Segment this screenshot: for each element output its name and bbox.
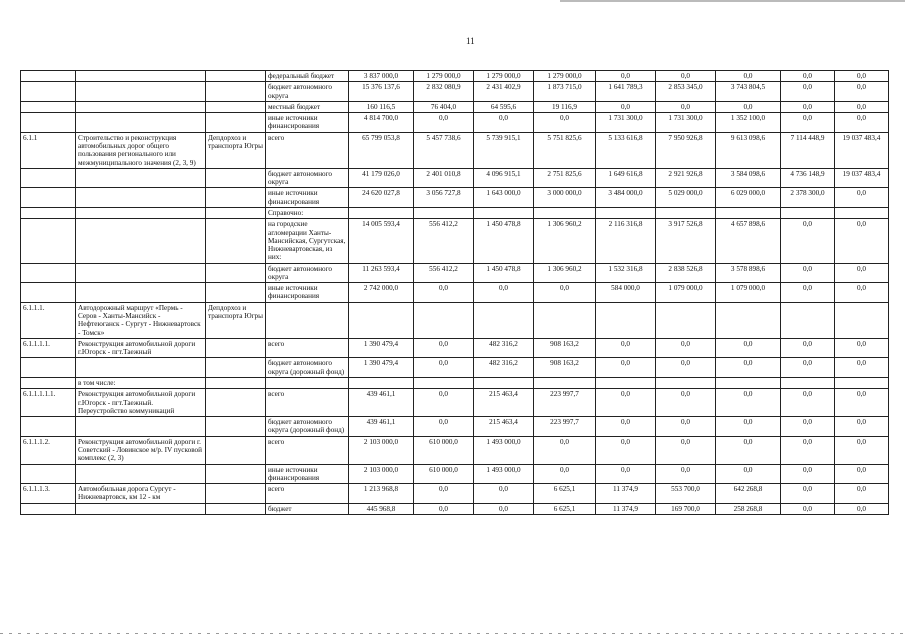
- row-responsible: Депдорхоз и транспорта Югры: [206, 132, 266, 168]
- table-row: [21, 168, 889, 188]
- row-funding-source: иные источники финансирования: [266, 113, 349, 133]
- row-value: 2 832 080,9: [414, 82, 474, 102]
- row-funding-source: иные источники финансирования: [266, 283, 349, 303]
- table-row: [21, 263, 889, 283]
- row-responsible: [206, 503, 266, 514]
- row-funding-source: бюджет автономного округа (дорожный фонд): [266, 358, 349, 378]
- row-code: 6.1.1.1.: [21, 302, 76, 338]
- row-value: 0,0: [835, 464, 889, 484]
- row-value: 1 079 000,0: [716, 283, 781, 303]
- row-value: 439 461,1: [349, 417, 414, 437]
- row-value: 0,0: [835, 389, 889, 417]
- row-value: 0,0: [414, 484, 474, 504]
- row-responsible: [206, 113, 266, 133]
- row-value: 610 000,0: [414, 436, 474, 464]
- row-value: 6 029 000,0: [716, 188, 781, 208]
- row-value: 3 056 727,8: [414, 188, 474, 208]
- row-name: [76, 71, 206, 82]
- row-responsible: [206, 283, 266, 303]
- row-value: [534, 378, 596, 389]
- row-name: [76, 283, 206, 303]
- row-value: 5 739 915,1: [474, 132, 534, 168]
- row-value: 0,0: [835, 503, 889, 514]
- row-value: 0,0: [781, 219, 835, 263]
- row-value: 0,0: [781, 283, 835, 303]
- row-value: 0,0: [534, 464, 596, 484]
- row-value: 2 103 000,0: [349, 436, 414, 464]
- row-value: 65 799 053,8: [349, 132, 414, 168]
- row-value: 0,0: [781, 503, 835, 514]
- row-responsible: [206, 464, 266, 484]
- row-funding-source: [266, 378, 349, 389]
- row-code: [21, 188, 76, 208]
- row-value: 1 450 478,8: [474, 219, 534, 263]
- row-value: 3 837 000,0: [349, 71, 414, 82]
- row-value: 1 649 616,8: [596, 168, 656, 188]
- row-funding-source: [266, 302, 349, 338]
- row-value: 908 163,2: [534, 358, 596, 378]
- row-value: 0,0: [596, 338, 656, 358]
- row-value: 1 079 000,0: [656, 283, 716, 303]
- row-value: 0,0: [835, 113, 889, 133]
- row-value: 0,0: [596, 417, 656, 437]
- row-value: 2 742 000,0: [349, 283, 414, 303]
- row-name: [76, 417, 206, 437]
- row-code: [21, 82, 76, 102]
- row-value: 19 037 483,4: [835, 132, 889, 168]
- row-value: [534, 302, 596, 338]
- row-value: 3 000 000,0: [534, 188, 596, 208]
- row-value: 64 595,6: [474, 101, 534, 112]
- row-value: 0,0: [781, 358, 835, 378]
- row-responsible: [206, 484, 266, 504]
- row-value: [414, 302, 474, 338]
- row-value: 3 578 898,6: [716, 263, 781, 283]
- table-row: [21, 436, 889, 464]
- row-code: [21, 464, 76, 484]
- row-code: [21, 219, 76, 263]
- row-value: 553 700,0: [656, 484, 716, 504]
- row-value: 0,0: [716, 436, 781, 464]
- page-number: 11: [466, 36, 475, 46]
- row-funding-source: федеральный бюджет: [266, 71, 349, 82]
- row-value: 2 378 300,0: [781, 188, 835, 208]
- row-value: 223 997,7: [534, 389, 596, 417]
- row-value: 4 096 915,1: [474, 168, 534, 188]
- row-value: [534, 207, 596, 218]
- row-value: [414, 378, 474, 389]
- row-value: 0,0: [656, 389, 716, 417]
- table-row: [21, 101, 889, 112]
- row-value: 0,0: [781, 263, 835, 283]
- row-name: [76, 168, 206, 188]
- row-value: 1 731 300,0: [656, 113, 716, 133]
- row-value: 0,0: [414, 389, 474, 417]
- row-value: 215 463,4: [474, 417, 534, 437]
- row-value: 4 814 700,0: [349, 113, 414, 133]
- row-value: 584 000,0: [596, 283, 656, 303]
- row-value: 5 751 825,6: [534, 132, 596, 168]
- row-value: 1 352 100,0: [716, 113, 781, 133]
- row-value: 0,0: [596, 101, 656, 112]
- row-responsible: [206, 101, 266, 112]
- row-code: [21, 207, 76, 218]
- row-value: 0,0: [781, 389, 835, 417]
- row-value: 1 450 478,8: [474, 263, 534, 283]
- row-name: в том числе:: [76, 378, 206, 389]
- row-value: 0,0: [716, 101, 781, 112]
- scan-edge-top: [560, 0, 905, 2]
- row-value: 2 401 010,8: [414, 168, 474, 188]
- row-value: 0,0: [414, 338, 474, 358]
- table-row: [21, 464, 889, 484]
- row-value: 6 625,1: [534, 484, 596, 504]
- table-row: [21, 283, 889, 303]
- row-funding-source: бюджет: [266, 503, 349, 514]
- row-value: 0,0: [656, 436, 716, 464]
- row-value: 1 731 300,0: [596, 113, 656, 133]
- row-value: 1 213 968,8: [349, 484, 414, 504]
- row-funding-source: Справочно:: [266, 207, 349, 218]
- row-value: 5 029 000,0: [656, 188, 716, 208]
- row-value: [781, 378, 835, 389]
- row-responsible: [206, 82, 266, 102]
- row-value: 11 374,9: [596, 484, 656, 504]
- table-row: [21, 389, 889, 417]
- row-value: 0,0: [835, 71, 889, 82]
- row-code: 6.1.1.1.3.: [21, 484, 76, 504]
- row-value: 1 493 000,0: [474, 436, 534, 464]
- row-code: [21, 71, 76, 82]
- row-value: 0,0: [656, 71, 716, 82]
- row-name: [76, 464, 206, 484]
- row-value: 0,0: [474, 113, 534, 133]
- row-responsible: [206, 263, 266, 283]
- row-value: 1 641 789,3: [596, 82, 656, 102]
- row-value: [716, 302, 781, 338]
- row-value: 610 000,0: [414, 464, 474, 484]
- row-responsible: [206, 71, 266, 82]
- row-funding-source: бюджет автономного округа (дорожный фонд): [266, 417, 349, 437]
- row-code: [21, 283, 76, 303]
- row-value: 41 179 026,0: [349, 168, 414, 188]
- row-value: 0,0: [656, 338, 716, 358]
- row-value: 76 404,0: [414, 101, 474, 112]
- row-value: 1 306 960,2: [534, 263, 596, 283]
- row-value: 7 950 926,8: [656, 132, 716, 168]
- row-name: Автодорожный маршрут «Пермь - Серов - Ханты-Мансийск - Нефтеюганск - Сургут - Нижневартовск - Томск»: [76, 302, 206, 338]
- row-value: 2 853 345,0: [656, 82, 716, 102]
- row-name: [76, 101, 206, 112]
- row-value: 3 484 000,0: [596, 188, 656, 208]
- row-responsible: [206, 188, 266, 208]
- row-value: 9 613 098,6: [716, 132, 781, 168]
- row-value: 0,0: [596, 464, 656, 484]
- row-code: [21, 168, 76, 188]
- row-value: [349, 302, 414, 338]
- row-value: 0,0: [835, 82, 889, 102]
- row-value: 2 921 926,8: [656, 168, 716, 188]
- row-value: 0,0: [414, 113, 474, 133]
- row-code: [21, 113, 76, 133]
- row-value: 0,0: [596, 389, 656, 417]
- row-value: [781, 207, 835, 218]
- row-name: [76, 113, 206, 133]
- row-value: 642 268,8: [716, 484, 781, 504]
- row-funding-source: всего: [266, 132, 349, 168]
- row-value: 482 316,2: [474, 358, 534, 378]
- row-value: 19 037 483,4: [835, 168, 889, 188]
- row-value: 0,0: [414, 358, 474, 378]
- row-value: 0,0: [414, 417, 474, 437]
- row-value: 4 736 148,9: [781, 168, 835, 188]
- row-value: 2 751 825,6: [534, 168, 596, 188]
- row-value: 2 431 402,9: [474, 82, 534, 102]
- row-value: [474, 207, 534, 218]
- row-value: 1 279 000,0: [414, 71, 474, 82]
- row-value: 1 279 000,0: [534, 71, 596, 82]
- row-value: 19 116,9: [534, 101, 596, 112]
- row-value: 0,0: [474, 484, 534, 504]
- table-row: [21, 338, 889, 358]
- table-row: [21, 302, 889, 338]
- row-responsible: [206, 207, 266, 218]
- row-value: 169 700,0: [656, 503, 716, 514]
- table-row: [21, 188, 889, 208]
- row-funding-source: бюджет автономного округа: [266, 263, 349, 283]
- row-name: [76, 207, 206, 218]
- row-value: 0,0: [835, 436, 889, 464]
- row-value: 2 116 316,8: [596, 219, 656, 263]
- row-value: 0,0: [781, 101, 835, 112]
- row-name: [76, 358, 206, 378]
- row-name: Строительство и реконструкция автомобильных дорог общего пользования регионального или межмуниципального значения (2, 3, 9): [76, 132, 206, 168]
- row-value: 0,0: [656, 417, 716, 437]
- row-name: Реконструкция автомобильной дороги г.Югорск - пгт.Таежный. Переустройство коммуникаций: [76, 389, 206, 417]
- row-value: 4 657 898,6: [716, 219, 781, 263]
- row-value: 482 316,2: [474, 338, 534, 358]
- row-value: 0,0: [781, 464, 835, 484]
- row-value: 0,0: [781, 338, 835, 358]
- row-value: 0,0: [716, 338, 781, 358]
- row-value: 0,0: [414, 283, 474, 303]
- row-value: 3 743 804,5: [716, 82, 781, 102]
- row-value: 0,0: [656, 464, 716, 484]
- budget-table: [20, 70, 889, 515]
- row-value: 0,0: [414, 503, 474, 514]
- row-code: [21, 101, 76, 112]
- row-value: 7 114 448,9: [781, 132, 835, 168]
- row-value: 2 103 000,0: [349, 464, 414, 484]
- row-name: Автомобильная дорога Сургут - Нижневартовск, км 12 - км: [76, 484, 206, 504]
- row-value: 0,0: [781, 484, 835, 504]
- row-funding-source: на городские агломерации Ханты-Мансийская, Сургутская, Нижневартовская, из них:: [266, 219, 349, 263]
- table-row: [21, 503, 889, 514]
- row-value: 0,0: [835, 338, 889, 358]
- row-value: 0,0: [716, 71, 781, 82]
- row-code: [21, 263, 76, 283]
- row-value: 1 532 316,8: [596, 263, 656, 283]
- row-responsible: [206, 219, 266, 263]
- row-value: [656, 302, 716, 338]
- row-value: 445 968,8: [349, 503, 414, 514]
- row-value: 24 620 027,8: [349, 188, 414, 208]
- row-name: Реконструкция автомобильной дороги г. Советский - Ловинское м/р. IV пусковой комплекс (2, 3): [76, 436, 206, 464]
- table-row: [21, 113, 889, 133]
- row-value: 0,0: [835, 417, 889, 437]
- table-row: [21, 71, 889, 82]
- row-value: 0,0: [716, 417, 781, 437]
- row-code: 6.1.1.1.1.: [21, 338, 76, 358]
- row-funding-source: иные источники финансирования: [266, 188, 349, 208]
- table-body: [21, 71, 889, 515]
- row-code: 6.1.1: [21, 132, 76, 168]
- row-funding-source: иные источники финансирования: [266, 464, 349, 484]
- row-value: 908 163,2: [534, 338, 596, 358]
- row-value: 0,0: [716, 358, 781, 378]
- row-value: [716, 378, 781, 389]
- row-value: 14 005 593,4: [349, 219, 414, 263]
- row-value: [414, 207, 474, 218]
- row-value: 0,0: [781, 436, 835, 464]
- row-code: [21, 503, 76, 514]
- row-value: 439 461,1: [349, 389, 414, 417]
- row-value: 0,0: [835, 219, 889, 263]
- row-responsible: [206, 436, 266, 464]
- row-value: 0,0: [835, 283, 889, 303]
- row-value: 5 133 616,8: [596, 132, 656, 168]
- row-value: 11 374,9: [596, 503, 656, 514]
- row-responsible: [206, 338, 266, 358]
- table-row: [21, 82, 889, 102]
- row-value: [835, 207, 889, 218]
- row-responsible: [206, 417, 266, 437]
- row-value: 2 838 526,8: [656, 263, 716, 283]
- table-row: [21, 484, 889, 504]
- row-value: 0,0: [596, 358, 656, 378]
- row-code: [21, 378, 76, 389]
- row-value: [656, 378, 716, 389]
- row-value: 0,0: [656, 358, 716, 378]
- row-name: [76, 188, 206, 208]
- row-value: 15 376 137,6: [349, 82, 414, 102]
- row-value: [596, 207, 656, 218]
- row-value: 258 268,8: [716, 503, 781, 514]
- row-responsible: [206, 389, 266, 417]
- row-value: [349, 378, 414, 389]
- row-value: 0,0: [781, 417, 835, 437]
- row-value: 0,0: [781, 113, 835, 133]
- row-funding-source: всего: [266, 436, 349, 464]
- row-value: [716, 207, 781, 218]
- row-value: 1 279 000,0: [474, 71, 534, 82]
- row-value: 0,0: [474, 283, 534, 303]
- row-value: 0,0: [656, 101, 716, 112]
- row-value: 3 917 526,8: [656, 219, 716, 263]
- row-value: 1 643 000,0: [474, 188, 534, 208]
- row-value: 0,0: [781, 82, 835, 102]
- row-code: [21, 417, 76, 437]
- row-value: 1 873 715,0: [534, 82, 596, 102]
- row-value: 1 390 479,4: [349, 338, 414, 358]
- row-value: [596, 302, 656, 338]
- row-value: [656, 207, 716, 218]
- row-value: 3 584 098,6: [716, 168, 781, 188]
- table-row: [21, 219, 889, 263]
- row-value: 223 997,7: [534, 417, 596, 437]
- row-value: 215 463,4: [474, 389, 534, 417]
- row-name: [76, 263, 206, 283]
- row-name: [76, 219, 206, 263]
- row-value: 0,0: [534, 113, 596, 133]
- row-value: 0,0: [596, 436, 656, 464]
- row-value: 6 625,1: [534, 503, 596, 514]
- row-value: 0,0: [781, 71, 835, 82]
- row-funding-source: бюджет автономного округа: [266, 168, 349, 188]
- row-value: [835, 302, 889, 338]
- row-value: 0,0: [596, 71, 656, 82]
- scan-edge-bottom: [0, 633, 905, 634]
- row-responsible: [206, 168, 266, 188]
- table-row: [21, 378, 889, 389]
- row-value: [596, 378, 656, 389]
- row-value: 0,0: [835, 484, 889, 504]
- row-value: 0,0: [835, 101, 889, 112]
- table-row: [21, 132, 889, 168]
- row-value: 1 493 000,0: [474, 464, 534, 484]
- row-code: 6.1.1.1.1.1.: [21, 389, 76, 417]
- row-value: 0,0: [474, 503, 534, 514]
- row-value: 0,0: [835, 263, 889, 283]
- table-row: [21, 358, 889, 378]
- row-value: 0,0: [534, 436, 596, 464]
- table-row: [21, 417, 889, 437]
- row-responsible: [206, 358, 266, 378]
- row-value: 160 116,5: [349, 101, 414, 112]
- row-code: 6.1.1.1.2.: [21, 436, 76, 464]
- row-value: 556 412,2: [414, 263, 474, 283]
- row-value: 0,0: [716, 389, 781, 417]
- row-value: [349, 207, 414, 218]
- row-value: 0,0: [534, 283, 596, 303]
- row-name: [76, 503, 206, 514]
- row-funding-source: всего: [266, 389, 349, 417]
- row-value: 556 412,2: [414, 219, 474, 263]
- row-value: 0,0: [716, 464, 781, 484]
- row-value: 0,0: [835, 188, 889, 208]
- row-value: 1 390 479,4: [349, 358, 414, 378]
- row-responsible: [206, 378, 266, 389]
- row-value: [835, 378, 889, 389]
- row-value: 5 457 738,6: [414, 132, 474, 168]
- row-name: Реконструкция автомобильной дороги г.Югорск - пгт.Таежный: [76, 338, 206, 358]
- row-value: [781, 302, 835, 338]
- row-value: 11 263 593,4: [349, 263, 414, 283]
- row-funding-source: всего: [266, 338, 349, 358]
- row-value: 0,0: [835, 358, 889, 378]
- table-row: [21, 207, 889, 218]
- row-value: 1 306 960,2: [534, 219, 596, 263]
- row-funding-source: местный бюджет: [266, 101, 349, 112]
- row-responsible: Депдорхоз и транспорта Югры: [206, 302, 266, 338]
- row-code: [21, 358, 76, 378]
- row-value: [474, 378, 534, 389]
- row-funding-source: всего: [266, 484, 349, 504]
- row-funding-source: бюджет автономного округа: [266, 82, 349, 102]
- row-name: [76, 82, 206, 102]
- row-value: [474, 302, 534, 338]
